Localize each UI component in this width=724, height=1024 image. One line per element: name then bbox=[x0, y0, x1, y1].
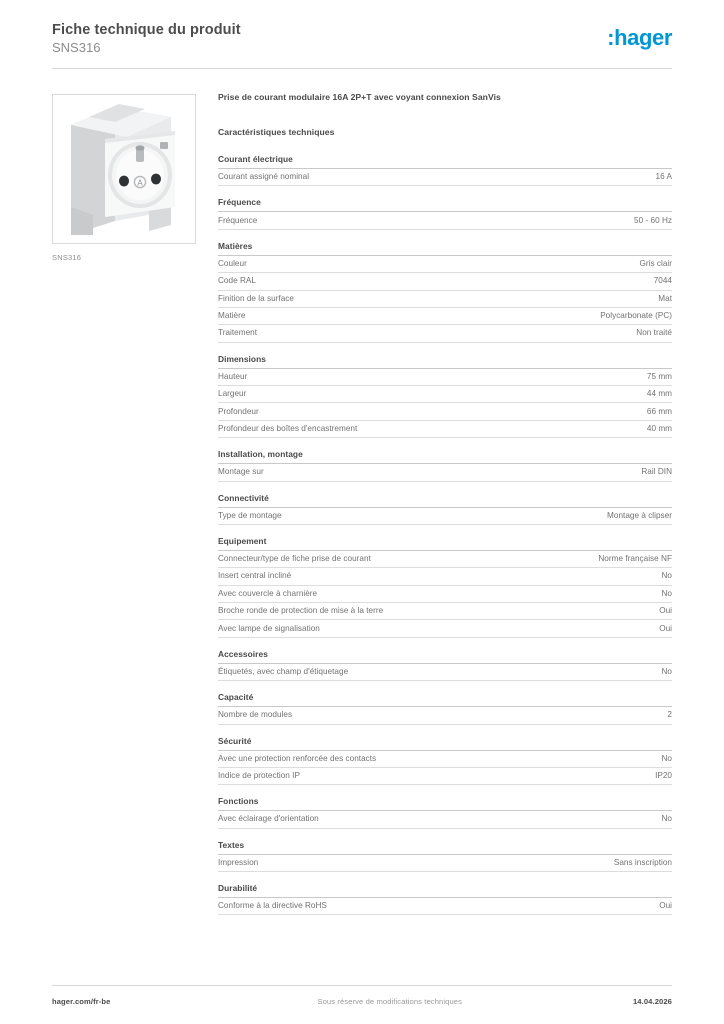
spec-value: 16 A bbox=[655, 172, 672, 182]
spec-label: Hauteur bbox=[218, 371, 248, 381]
spec-group-title: Connectivité bbox=[218, 493, 672, 508]
spec-value: IP20 bbox=[655, 771, 672, 781]
product-photo bbox=[52, 94, 196, 244]
spec-value: Non traité bbox=[636, 328, 672, 338]
spec-value: No bbox=[661, 666, 672, 676]
spec-row bbox=[218, 212, 672, 229]
spec-row bbox=[218, 603, 672, 620]
spec-group-title: Sécurité bbox=[218, 736, 672, 751]
spec-label: Type de montage bbox=[218, 510, 282, 520]
spec-label: Avec lampe de signalisation bbox=[218, 623, 320, 633]
footer-website-link[interactable]: hager.com/fr-be bbox=[52, 997, 111, 1006]
spec-group bbox=[218, 649, 672, 681]
spec-row bbox=[218, 620, 672, 637]
spec-value: 50 - 60 Hz bbox=[634, 215, 672, 225]
spec-group bbox=[218, 736, 672, 786]
specifications-heading: Caractéristiques techniques bbox=[218, 127, 335, 137]
spec-group-title: Fonctions bbox=[218, 796, 672, 811]
spec-value: 7044 bbox=[653, 276, 672, 286]
spec-label: Fréquence bbox=[218, 215, 258, 225]
spec-value: Oui bbox=[659, 901, 672, 911]
spec-row bbox=[218, 855, 672, 872]
spec-value: No bbox=[661, 753, 672, 763]
spec-label: Profondeur bbox=[218, 406, 259, 416]
spec-label: Nombre de modules bbox=[218, 710, 293, 720]
spec-label: Étiquetés, avec champ d'étiquetage bbox=[218, 666, 349, 676]
spec-row bbox=[218, 169, 672, 186]
spec-group-title: Capacité bbox=[218, 692, 672, 707]
footer-date: 14.04.2026 bbox=[632, 997, 672, 1006]
page-title: Fiche technique du produit bbox=[52, 22, 241, 38]
product-image-caption: SNS316 bbox=[52, 253, 82, 262]
header-titles bbox=[52, 22, 241, 56]
spec-row bbox=[218, 403, 672, 420]
page-header bbox=[52, 0, 672, 68]
spec-value: Oui bbox=[659, 623, 672, 633]
spec-group bbox=[218, 493, 672, 525]
spec-row bbox=[218, 664, 672, 681]
spec-row bbox=[218, 898, 672, 915]
spec-row bbox=[218, 568, 672, 585]
hager-logo: :hager bbox=[607, 25, 672, 50]
spec-row bbox=[218, 464, 672, 481]
spec-label: Couleur bbox=[218, 258, 247, 268]
spec-group-title: Dimensions bbox=[218, 354, 672, 369]
spec-group bbox=[218, 883, 672, 915]
spec-label: Montage sur bbox=[218, 467, 264, 477]
spec-value: 44 mm bbox=[646, 389, 672, 399]
spec-row bbox=[218, 421, 672, 438]
spec-value: Norme française NF bbox=[598, 554, 672, 564]
spec-group-title: Courant électrique bbox=[218, 154, 672, 169]
spec-value: Gris clair bbox=[639, 258, 672, 268]
spec-value: 40 mm bbox=[646, 423, 672, 433]
spec-group bbox=[218, 241, 672, 343]
spec-label: Courant assigné nominal bbox=[218, 172, 310, 182]
spec-row bbox=[218, 386, 672, 403]
spec-value: 75 mm bbox=[646, 371, 672, 381]
spec-group-title: Equipement bbox=[218, 536, 672, 551]
spec-group-title: Installation, montage bbox=[218, 449, 672, 464]
spec-label: Connecteur/type de fiche prise de courant bbox=[218, 554, 371, 564]
spec-row bbox=[218, 707, 672, 724]
spec-row bbox=[218, 811, 672, 828]
spec-label: Indice de protection IP bbox=[218, 771, 300, 781]
spec-value: No bbox=[661, 814, 672, 824]
footer-disclaimer: Sous réserve de modifications techniques bbox=[317, 997, 462, 1006]
spec-label: Finition de la surface bbox=[218, 293, 294, 303]
spec-row bbox=[218, 551, 672, 568]
spec-label: Largeur bbox=[218, 389, 247, 399]
spec-group bbox=[218, 536, 672, 638]
spec-label: Avec couvercle à charnière bbox=[218, 588, 318, 598]
din-rail-socket-illustration bbox=[53, 95, 195, 243]
page-subtitle-article-number: SNS316 bbox=[52, 40, 101, 55]
spec-label: Profondeur des boîtes d'encastrement bbox=[218, 423, 358, 433]
spec-value: No bbox=[661, 571, 672, 581]
specification-groups bbox=[218, 154, 672, 915]
specifications-column bbox=[197, 92, 672, 915]
spec-label: Conforme à la directive RoHS bbox=[218, 901, 327, 911]
spec-row bbox=[218, 768, 672, 785]
spec-label: Code RAL bbox=[218, 276, 256, 286]
spec-group bbox=[218, 449, 672, 481]
spec-row bbox=[218, 369, 672, 386]
spec-row bbox=[218, 256, 672, 273]
spec-value: Montage à clipser bbox=[607, 510, 672, 520]
spec-value: Oui bbox=[659, 606, 672, 616]
spec-row bbox=[218, 751, 672, 768]
spec-row bbox=[218, 325, 672, 342]
spec-group bbox=[218, 197, 672, 229]
spec-label: Avec une protection renforcée des contacts bbox=[218, 753, 377, 763]
svg-text:A: A bbox=[137, 178, 143, 188]
spec-group bbox=[218, 692, 672, 724]
spec-value: Rail DIN bbox=[641, 467, 672, 477]
spec-group-title: Textes bbox=[218, 840, 672, 855]
footer-divider bbox=[52, 985, 672, 986]
spec-group-title: Fréquence bbox=[218, 197, 672, 212]
spec-label: Matière bbox=[218, 311, 246, 321]
spec-group bbox=[218, 154, 672, 186]
spec-group bbox=[218, 796, 672, 828]
spec-row bbox=[218, 291, 672, 308]
spec-value: Mat bbox=[658, 293, 672, 303]
spec-row bbox=[218, 508, 672, 525]
spec-value: No bbox=[661, 588, 672, 598]
spec-label: Broche ronde de protection de mise à la terre bbox=[218, 606, 384, 616]
product-description: Prise de courant modulaire 16A 2P+T avec voyant connexion SanVis bbox=[218, 92, 501, 102]
page-content bbox=[52, 68, 672, 915]
spec-group bbox=[218, 840, 672, 872]
spec-label: Insert central incliné bbox=[218, 571, 292, 581]
spec-value: 66 mm bbox=[646, 406, 672, 416]
spec-value: Polycarbonate (PC) bbox=[600, 311, 672, 321]
spec-row bbox=[218, 586, 672, 603]
spec-group-title: Accessoires bbox=[218, 649, 672, 664]
spec-value: Sans inscription bbox=[613, 857, 672, 867]
page-footer bbox=[52, 985, 672, 1006]
product-image-column bbox=[52, 92, 197, 262]
spec-label: Avec éclairage d'orientation bbox=[218, 814, 319, 824]
spec-label: Impression bbox=[218, 857, 259, 867]
spec-value: 2 bbox=[667, 710, 672, 720]
spec-group bbox=[218, 354, 672, 439]
spec-group-title: Matières bbox=[218, 241, 672, 256]
spec-row bbox=[218, 308, 672, 325]
spec-label: Traitement bbox=[218, 328, 258, 338]
footer-row bbox=[52, 997, 672, 1006]
spec-row bbox=[218, 273, 672, 290]
spec-group-title: Durabilité bbox=[218, 883, 672, 898]
